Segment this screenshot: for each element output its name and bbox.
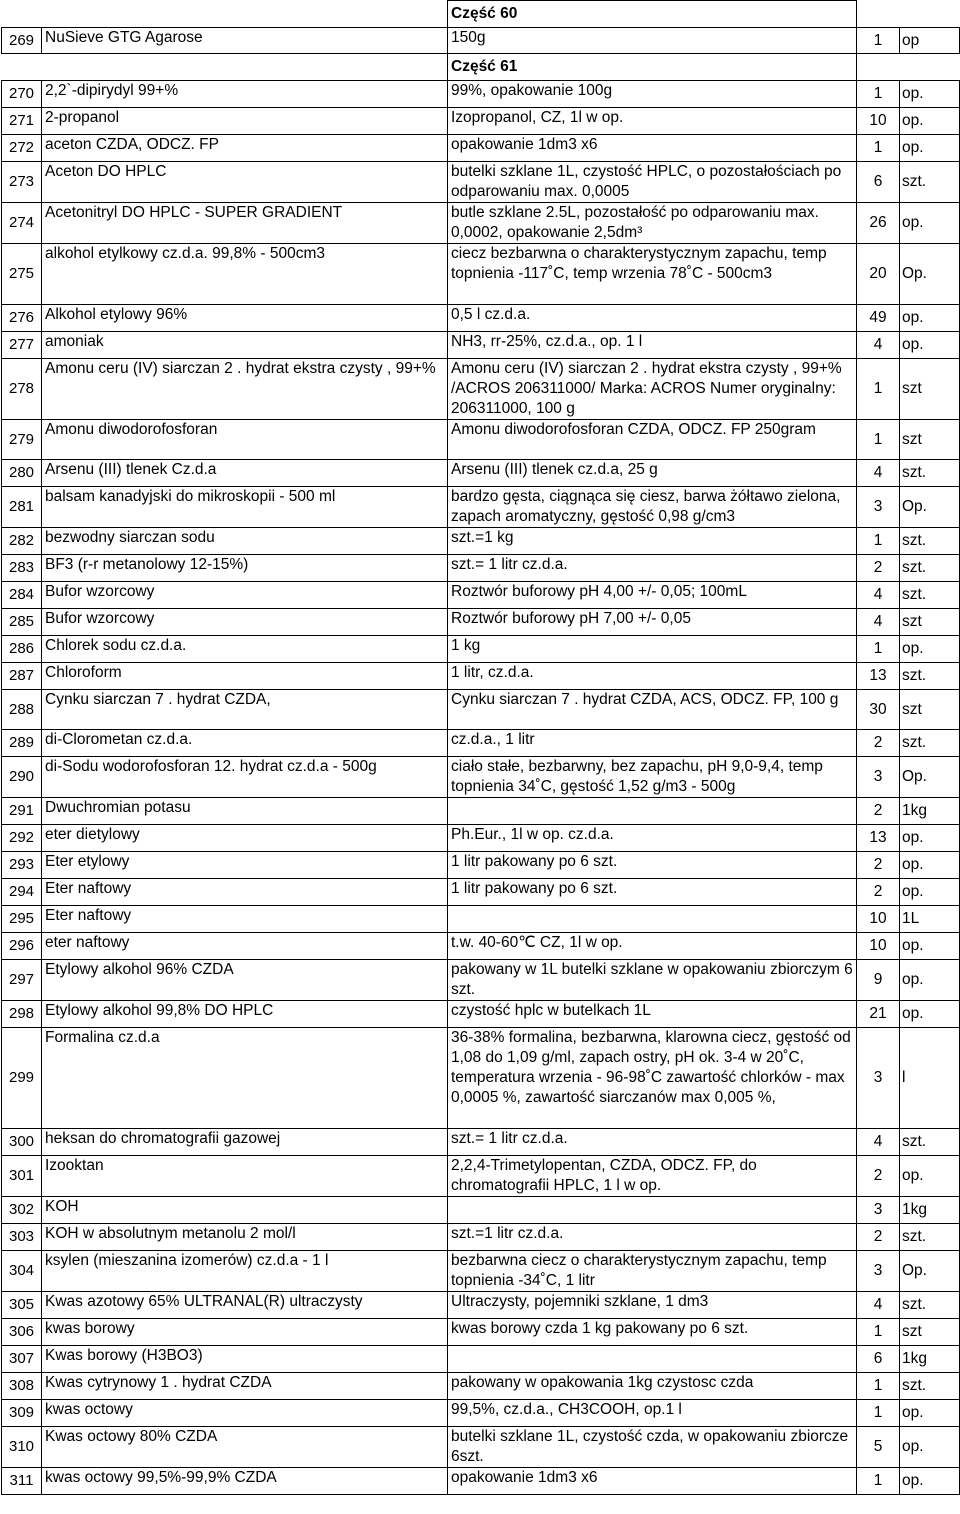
item-quantity: 2 bbox=[857, 1224, 900, 1251]
item-name: kwas octowy bbox=[42, 1400, 448, 1427]
table-row bbox=[2, 528, 960, 555]
item-unit: szt. bbox=[900, 663, 960, 690]
item-number: 272 bbox=[2, 135, 42, 162]
item-description: Roztwór buforowy pH 7,00 +/- 0,05 bbox=[448, 609, 857, 636]
item-number: 273 bbox=[2, 162, 42, 203]
item-description: Amonu diwodorofosforan CZDA, ODCZ. FP 250gram bbox=[448, 420, 857, 460]
table-row bbox=[2, 135, 960, 162]
item-name: Kwas cytrynowy 1 . hydrat CZDA bbox=[42, 1373, 448, 1400]
item-quantity: 1 bbox=[857, 636, 900, 663]
item-quantity: 1 bbox=[857, 1468, 900, 1495]
item-description: 99,5%, cz.d.a., CH3COOH, op.1 l bbox=[448, 1400, 857, 1427]
item-quantity: 3 bbox=[857, 1251, 900, 1292]
item-number: 275 bbox=[2, 244, 42, 305]
item-number: 271 bbox=[2, 108, 42, 135]
item-name: aceton CZDA, ODCZ. FP bbox=[42, 135, 448, 162]
item-name: alkohol etylkowy cz.d.a. 99,8% - 500cm3 bbox=[42, 244, 448, 305]
item-name: 2,2`-dipirydyl 99+% bbox=[42, 81, 448, 108]
section-title: Część 60 bbox=[448, 1, 857, 28]
table-row bbox=[2, 108, 960, 135]
item-name: NuSieve GTG Agarose bbox=[42, 28, 448, 54]
table-row bbox=[2, 663, 960, 690]
item-unit: op. bbox=[900, 1400, 960, 1427]
item-unit: op. bbox=[900, 1427, 960, 1468]
table-row bbox=[2, 879, 960, 906]
item-description: 1 litr pakowany po 6 szt. bbox=[448, 852, 857, 879]
item-number: 301 bbox=[2, 1156, 42, 1197]
item-quantity: 2 bbox=[857, 879, 900, 906]
item-unit: szt. bbox=[900, 1373, 960, 1400]
item-unit: szt. bbox=[900, 162, 960, 203]
item-description: 0,5 l cz.d.a. bbox=[448, 305, 857, 332]
item-description: ciało stałe, bezbarwny, bez zapachu, pH 9,0-9,4, temp topnienia 34˚C, gęstość 1,52 g/m3 - 500g bbox=[448, 757, 857, 798]
item-number: 302 bbox=[2, 1197, 42, 1224]
item-name: Etylowy alkohol 96% CZDA bbox=[42, 960, 448, 1001]
table-row bbox=[2, 1028, 960, 1129]
item-number: 286 bbox=[2, 636, 42, 663]
item-name: Arsenu (III) tlenek Cz.d.a bbox=[42, 460, 448, 487]
table-row bbox=[2, 305, 960, 332]
item-description bbox=[448, 1197, 857, 1224]
table-row bbox=[2, 1156, 960, 1197]
item-quantity: 10 bbox=[857, 906, 900, 933]
item-description: butle szklane 2.5L, pozostałość po odparowaniu max. 0,0002, opakowanie 2,5dm³ bbox=[448, 203, 857, 244]
table-row bbox=[2, 162, 960, 203]
table-row bbox=[2, 933, 960, 960]
item-description: NH3, rr-25%, cz.d.a., op. 1 l bbox=[448, 332, 857, 359]
item-number: 310 bbox=[2, 1427, 42, 1468]
item-name: ksylen (mieszanina izomerów) cz.d.a - 1 l bbox=[42, 1251, 448, 1292]
item-description: butelki szklane 1L, czystość czda, w opakowaniu zbiorcze 6szt. bbox=[448, 1427, 857, 1468]
item-quantity: 21 bbox=[857, 1001, 900, 1028]
item-unit: op. bbox=[900, 203, 960, 244]
item-unit: op. bbox=[900, 1001, 960, 1028]
item-number: 280 bbox=[2, 460, 42, 487]
item-number: 303 bbox=[2, 1224, 42, 1251]
item-name: 2-propanol bbox=[42, 108, 448, 135]
item-number: 298 bbox=[2, 1001, 42, 1028]
item-description: ciecz bezbarwna o charakterystycznym zapachu, temp topnienia -117˚C, temp wrzenia 78˚C - 500cm3 bbox=[448, 244, 857, 305]
item-name: Amonu diwodorofosforan bbox=[42, 420, 448, 460]
item-unit: 1kg bbox=[900, 1197, 960, 1224]
item-quantity: 30 bbox=[857, 690, 900, 730]
item-quantity: 1 bbox=[857, 135, 900, 162]
item-description: t.w. 40-60℃ CZ, 1l w op. bbox=[448, 933, 857, 960]
item-unit: op. bbox=[900, 879, 960, 906]
item-unit: op. bbox=[900, 852, 960, 879]
item-unit: szt bbox=[900, 420, 960, 460]
item-quantity: 3 bbox=[857, 487, 900, 528]
table-row bbox=[2, 420, 960, 460]
item-unit: szt bbox=[900, 609, 960, 636]
table-row bbox=[2, 852, 960, 879]
item-number: 284 bbox=[2, 582, 42, 609]
table-row bbox=[2, 960, 960, 1001]
item-unit: Op. bbox=[900, 487, 960, 528]
table-row bbox=[2, 203, 960, 244]
item-unit: szt bbox=[900, 690, 960, 730]
table-row bbox=[2, 1129, 960, 1156]
item-unit: op. bbox=[900, 135, 960, 162]
table-row bbox=[2, 359, 960, 420]
item-unit: op. bbox=[900, 960, 960, 1001]
item-unit: op. bbox=[900, 1156, 960, 1197]
item-number: 300 bbox=[2, 1129, 42, 1156]
blank-cell bbox=[857, 54, 960, 81]
item-number: 297 bbox=[2, 960, 42, 1001]
item-number: 293 bbox=[2, 852, 42, 879]
item-description bbox=[448, 1346, 857, 1373]
table-row bbox=[2, 582, 960, 609]
item-unit: op. bbox=[900, 636, 960, 663]
table-row bbox=[2, 81, 960, 108]
item-name: kwas octowy 99,5%-99,9% CZDA bbox=[42, 1468, 448, 1495]
item-unit: op bbox=[900, 28, 960, 54]
section-header-row bbox=[2, 54, 960, 81]
item-number: 288 bbox=[2, 690, 42, 730]
item-number: 306 bbox=[2, 1319, 42, 1346]
item-unit: Op. bbox=[900, 757, 960, 798]
item-quantity: 13 bbox=[857, 825, 900, 852]
item-number: 276 bbox=[2, 305, 42, 332]
item-quantity: 1 bbox=[857, 1373, 900, 1400]
item-name: Eter etylowy bbox=[42, 852, 448, 879]
item-name: Dwuchromian potasu bbox=[42, 798, 448, 825]
item-unit: szt. bbox=[900, 1224, 960, 1251]
item-description: Cynku siarczan 7 . hydrat CZDA, ACS, ODCZ. FP, 100 g bbox=[448, 690, 857, 730]
item-number: 274 bbox=[2, 203, 42, 244]
item-name: heksan do chromatografii gazowej bbox=[42, 1129, 448, 1156]
item-quantity: 1 bbox=[857, 1400, 900, 1427]
item-name: Aceton DO HPLC bbox=[42, 162, 448, 203]
items-table bbox=[1, 0, 960, 1495]
item-name: Amonu ceru (IV) siarczan 2 . hydrat ekstra czysty , 99+% bbox=[42, 359, 448, 420]
item-quantity: 6 bbox=[857, 162, 900, 203]
item-number: 294 bbox=[2, 879, 42, 906]
item-unit: Op. bbox=[900, 244, 960, 305]
item-name: Acetonitryl DO HPLC - SUPER GRADIENT bbox=[42, 203, 448, 244]
item-name: Alkohol etylowy 96% bbox=[42, 305, 448, 332]
item-unit: szt. bbox=[900, 555, 960, 582]
item-name: Bufor wzorcowy bbox=[42, 609, 448, 636]
item-name: Eter naftowy bbox=[42, 906, 448, 933]
item-description: szt.=1 litr cz.d.a. bbox=[448, 1224, 857, 1251]
item-quantity: 3 bbox=[857, 1197, 900, 1224]
table-row bbox=[2, 555, 960, 582]
item-description: pakowany w opakowania 1kg czystosc czda bbox=[448, 1373, 857, 1400]
table-row bbox=[2, 1197, 960, 1224]
item-number: 304 bbox=[2, 1251, 42, 1292]
table-row bbox=[2, 757, 960, 798]
item-name: Kwas azotowy 65% ULTRANAL(R) ultraczysty bbox=[42, 1292, 448, 1319]
item-description: 36-38% formalina, bezbarwna, klarowna ciecz, gęstość od 1,08 do 1,09 g/ml, zapach ostry, pH ok. 3-4 w 20˚C, temperatura wrzenia - 96-98˚C zawartość chlorków - max 0,0005 %, zawartość siarczanów max 0,005 %, bbox=[448, 1028, 857, 1129]
item-quantity: 3 bbox=[857, 1028, 900, 1129]
item-name: Izooktan bbox=[42, 1156, 448, 1197]
table-row bbox=[2, 1468, 960, 1495]
item-name: di-Clorometan cz.d.a. bbox=[42, 730, 448, 757]
item-number: 277 bbox=[2, 332, 42, 359]
item-number: 305 bbox=[2, 1292, 42, 1319]
table-row bbox=[2, 1400, 960, 1427]
section-header-row bbox=[2, 1, 960, 28]
item-unit: 1kg bbox=[900, 1346, 960, 1373]
table-row bbox=[2, 1251, 960, 1292]
item-description: 1 kg bbox=[448, 636, 857, 663]
item-name: eter naftowy bbox=[42, 933, 448, 960]
item-unit: szt. bbox=[900, 582, 960, 609]
item-quantity: 2 bbox=[857, 852, 900, 879]
item-quantity: 49 bbox=[857, 305, 900, 332]
item-description: opakowanie 1dm3 x6 bbox=[448, 1468, 857, 1495]
item-quantity: 1 bbox=[857, 28, 900, 54]
item-name: kwas borowy bbox=[42, 1319, 448, 1346]
table-row bbox=[2, 798, 960, 825]
item-number: 285 bbox=[2, 609, 42, 636]
item-description: czystość hplc w butelkach 1L bbox=[448, 1001, 857, 1028]
item-number: 279 bbox=[2, 420, 42, 460]
item-description: butelki szklane 1L, czystość HPLC, o pozostałościach po odparowaniu max. 0,0005 bbox=[448, 162, 857, 203]
section-title: Część 61 bbox=[448, 54, 857, 81]
item-name: Chloroform bbox=[42, 663, 448, 690]
item-unit: op. bbox=[900, 81, 960, 108]
item-quantity: 1 bbox=[857, 1319, 900, 1346]
table-row bbox=[2, 244, 960, 305]
item-number: 278 bbox=[2, 359, 42, 420]
item-quantity: 2 bbox=[857, 730, 900, 757]
item-description: pakowany w 1L butelki szklane w opakowaniu zbiorczym 6 szt. bbox=[448, 960, 857, 1001]
item-quantity: 4 bbox=[857, 582, 900, 609]
item-name: Formalina cz.d.a bbox=[42, 1028, 448, 1129]
item-unit: op. bbox=[900, 305, 960, 332]
item-unit: szt bbox=[900, 1319, 960, 1346]
item-name: Kwas octowy 80% CZDA bbox=[42, 1427, 448, 1468]
item-number: 290 bbox=[2, 757, 42, 798]
table-row bbox=[2, 332, 960, 359]
item-number: 308 bbox=[2, 1373, 42, 1400]
item-name: eter dietylowy bbox=[42, 825, 448, 852]
item-number: 289 bbox=[2, 730, 42, 757]
item-name: Eter naftowy bbox=[42, 879, 448, 906]
item-quantity: 2 bbox=[857, 555, 900, 582]
item-number: 270 bbox=[2, 81, 42, 108]
item-unit: szt. bbox=[900, 1292, 960, 1319]
item-quantity: 4 bbox=[857, 609, 900, 636]
table-row bbox=[2, 1224, 960, 1251]
item-number: 311 bbox=[2, 1468, 42, 1495]
item-description: Ph.Eur., 1l w op. cz.d.a. bbox=[448, 825, 857, 852]
item-quantity: 1 bbox=[857, 81, 900, 108]
item-description: 1 litr pakowany po 6 szt. bbox=[448, 879, 857, 906]
blank-cell bbox=[2, 1, 448, 28]
item-quantity: 10 bbox=[857, 933, 900, 960]
item-description: Ultraczysty, pojemniki szklane, 1 dm3 bbox=[448, 1292, 857, 1319]
item-number: 295 bbox=[2, 906, 42, 933]
table-row bbox=[2, 1346, 960, 1373]
item-description: bardzo gęsta, ciągnąca się ciesz, barwa żółtawo zielona, zapach aromatyczny, gęstość 0,98 g/cm3 bbox=[448, 487, 857, 528]
item-quantity: 4 bbox=[857, 1292, 900, 1319]
item-description: Amonu ceru (IV) siarczan 2 . hydrat ekstra czysty , 99+% /ACROS 206311000/ Marka: ACROS Numer oryginalny: 206311000, 100 g bbox=[448, 359, 857, 420]
item-description: Izopropanol, CZ, 1l w op. bbox=[448, 108, 857, 135]
item-number: 309 bbox=[2, 1400, 42, 1427]
item-description: Roztwór buforowy pH 4,00 +/- 0,05; 100mL bbox=[448, 582, 857, 609]
item-name: Etylowy alkohol 99,8% DO HPLC bbox=[42, 1001, 448, 1028]
item-name: Cynku siarczan 7 . hydrat CZDA, bbox=[42, 690, 448, 730]
item-number: 307 bbox=[2, 1346, 42, 1373]
table-row bbox=[2, 1319, 960, 1346]
item-unit: op. bbox=[900, 108, 960, 135]
table-row bbox=[2, 690, 960, 730]
table-row bbox=[2, 1001, 960, 1028]
item-quantity: 3 bbox=[857, 757, 900, 798]
item-name: bezwodny siarczan sodu bbox=[42, 528, 448, 555]
item-quantity: 5 bbox=[857, 1427, 900, 1468]
item-quantity: 4 bbox=[857, 460, 900, 487]
table-row bbox=[2, 906, 960, 933]
item-number: 281 bbox=[2, 487, 42, 528]
item-unit: op. bbox=[900, 1468, 960, 1495]
item-number: 283 bbox=[2, 555, 42, 582]
item-name: Kwas borowy (H3BO3) bbox=[42, 1346, 448, 1373]
item-quantity: 1 bbox=[857, 420, 900, 460]
item-name: KOH bbox=[42, 1197, 448, 1224]
item-quantity: 10 bbox=[857, 108, 900, 135]
item-unit: l bbox=[900, 1028, 960, 1129]
item-number: 287 bbox=[2, 663, 42, 690]
item-unit: op. bbox=[900, 825, 960, 852]
table-row bbox=[2, 460, 960, 487]
item-number: 291 bbox=[2, 798, 42, 825]
item-quantity: 4 bbox=[857, 1129, 900, 1156]
table-row bbox=[2, 1373, 960, 1400]
item-unit: 1L bbox=[900, 906, 960, 933]
item-description: 99%, opakowanie 100g bbox=[448, 81, 857, 108]
table-row bbox=[2, 1427, 960, 1468]
item-quantity: 2 bbox=[857, 798, 900, 825]
table-row bbox=[2, 28, 960, 54]
item-unit: Op. bbox=[900, 1251, 960, 1292]
item-description bbox=[448, 798, 857, 825]
table-row bbox=[2, 636, 960, 663]
item-quantity: 6 bbox=[857, 1346, 900, 1373]
table-row bbox=[2, 1292, 960, 1319]
item-unit: op. bbox=[900, 332, 960, 359]
item-unit: op. bbox=[900, 933, 960, 960]
item-number: 292 bbox=[2, 825, 42, 852]
item-description: opakowanie 1dm3 x6 bbox=[448, 135, 857, 162]
table-row bbox=[2, 730, 960, 757]
item-description: szt.=1 kg bbox=[448, 528, 857, 555]
item-description: cz.d.a., 1 litr bbox=[448, 730, 857, 757]
item-description: bezbarwna ciecz o charakterystycznym zapachu, temp topnienia -34˚C, 1 litr bbox=[448, 1251, 857, 1292]
item-description: 2,2,4-Trimetylopentan, CZDA, ODCZ. FP, do chromatografii HPLC, 1 l w op. bbox=[448, 1156, 857, 1197]
item-quantity: 26 bbox=[857, 203, 900, 244]
item-unit: szt. bbox=[900, 528, 960, 555]
item-unit: szt bbox=[900, 359, 960, 420]
item-number: 299 bbox=[2, 1028, 42, 1129]
item-unit: szt. bbox=[900, 460, 960, 487]
item-name: Bufor wzorcowy bbox=[42, 582, 448, 609]
blank-cell bbox=[2, 54, 448, 81]
item-description: szt.= 1 litr cz.d.a. bbox=[448, 1129, 857, 1156]
item-number: 296 bbox=[2, 933, 42, 960]
item-name: di-Sodu wodorofosforan 12. hydrat cz.d.a - 500g bbox=[42, 757, 448, 798]
item-name: balsam kanadyjski do mikroskopii - 500 ml bbox=[42, 487, 448, 528]
item-description: szt.= 1 litr cz.d.a. bbox=[448, 555, 857, 582]
item-quantity: 20 bbox=[857, 244, 900, 305]
table-row bbox=[2, 609, 960, 636]
item-quantity: 4 bbox=[857, 332, 900, 359]
item-quantity: 13 bbox=[857, 663, 900, 690]
table-row bbox=[2, 825, 960, 852]
item-description: Arsenu (III) tlenek cz.d.a, 25 g bbox=[448, 460, 857, 487]
item-description bbox=[448, 906, 857, 933]
item-unit: szt. bbox=[900, 1129, 960, 1156]
item-number: 269 bbox=[2, 28, 42, 54]
item-quantity: 1 bbox=[857, 359, 900, 420]
item-quantity: 9 bbox=[857, 960, 900, 1001]
item-quantity: 2 bbox=[857, 1156, 900, 1197]
item-description: kwas borowy czda 1 kg pakowany po 6 szt. bbox=[448, 1319, 857, 1346]
item-description: 150g bbox=[448, 28, 857, 54]
table-row bbox=[2, 487, 960, 528]
item-name: KOH w absolutnym metanolu 2 mol/l bbox=[42, 1224, 448, 1251]
item-name: Chlorek sodu cz.d.a. bbox=[42, 636, 448, 663]
item-unit: szt. bbox=[900, 730, 960, 757]
item-name: amoniak bbox=[42, 332, 448, 359]
item-number: 282 bbox=[2, 528, 42, 555]
item-unit: 1kg bbox=[900, 798, 960, 825]
blank-cell bbox=[857, 1, 960, 28]
item-quantity: 1 bbox=[857, 528, 900, 555]
item-name: BF3 (r-r metanolowy 12-15%) bbox=[42, 555, 448, 582]
item-description: 1 litr, cz.d.a. bbox=[448, 663, 857, 690]
